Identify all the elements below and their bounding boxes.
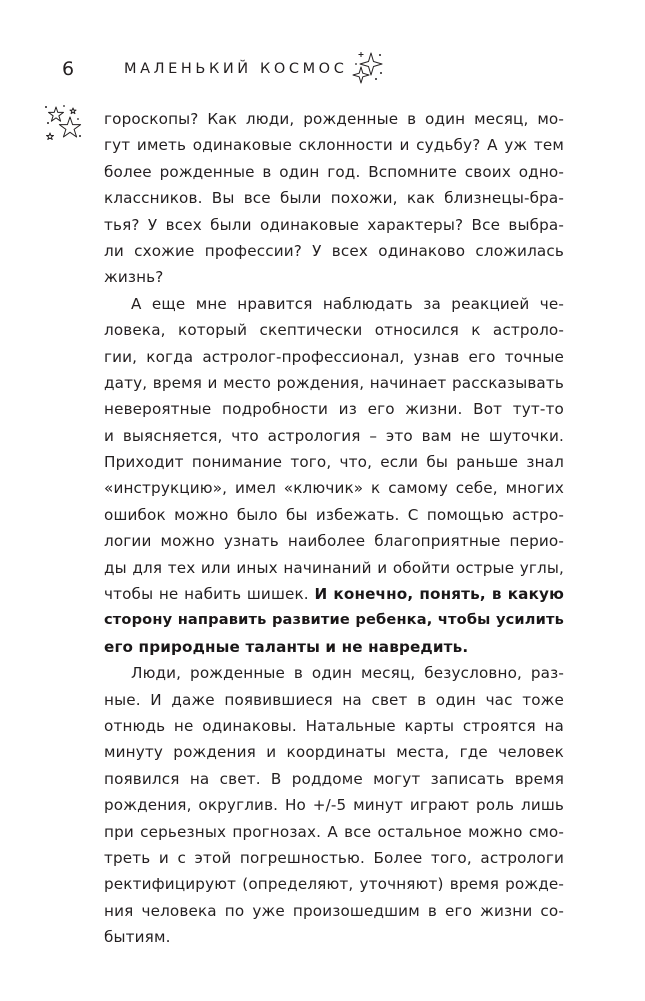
text-line: ловека, который скептически относился к астроло- xyxy=(104,321,564,340)
paragraph xyxy=(104,291,564,660)
text-line-mixed xyxy=(104,581,564,607)
running-title: МАЛЕНЬКИЙ КОСМОС xyxy=(124,61,348,77)
text-line: гут иметь одинаковые склонности и судьбу? А уж тем xyxy=(104,136,564,155)
text-line: А еще мне нравится наблюдать за реакцией че- xyxy=(131,294,564,313)
text-line: тья? У всех были одинаковые характеры? Все выбра- xyxy=(104,215,564,234)
text-line: отнюдь не одинаковы. Натальные карты строятся на xyxy=(104,716,564,735)
text-line: жизнь? xyxy=(104,268,164,287)
text-line: более рожденные в один год. Вспомните своих одно- xyxy=(104,162,564,181)
text-line: ректифицируют (определяют, уточняют) время рожде- xyxy=(104,875,564,894)
emphasis-line: его природные таланты и не навредить. xyxy=(104,637,469,656)
text-line: ные. И даже появившиеся на свет в один час тоже xyxy=(104,690,564,709)
paragraph xyxy=(104,660,564,950)
text-line: минуту рождения и координаты места, где человек xyxy=(104,743,564,762)
text-line: при серьезных прогнозах. А все остальное можно смо- xyxy=(104,822,564,841)
text-line: и выясняется, что астрология – это вам не шуточки. xyxy=(104,426,564,445)
text-line: невероятные подробности из его жизни. Вот тут-то xyxy=(104,400,564,419)
body-text xyxy=(104,106,564,951)
paragraph xyxy=(104,106,564,291)
regular-text: чтобы не набить шишек. xyxy=(104,585,315,604)
text-line: треть и с этой погрешностью. Более того, астрологи xyxy=(104,848,564,867)
text-line: ошибок можно было бы избежать. С помощью астро- xyxy=(104,505,564,524)
text-line: дату, время и место рождения, начинает рассказывать xyxy=(104,373,564,392)
text-line: появился на свет. В роддоме могут записать время xyxy=(104,769,564,788)
page-number: 6 xyxy=(62,58,75,80)
text-line: ния человека по уже произошедшим в его жизни со- xyxy=(104,901,564,920)
text-line: ли схожие профессии? У всех одинаково сложилась xyxy=(104,241,564,260)
text-line: Приходит понимание того, что, если бы раньше знал xyxy=(104,453,564,472)
text-line: Люди, рожденные в один месяц, безусловно, раз- xyxy=(131,664,564,683)
emphasis-text: И конечно, понять, в какую xyxy=(314,585,564,604)
emphasis-line: сторону направить развитие ребенка, чтобы усилить xyxy=(104,611,564,629)
text-line: логии можно узнать наиболее благоприятные перио- xyxy=(104,532,564,551)
text-line: «инструкцию», имел «ключик» к самому себе, многих xyxy=(104,479,564,498)
text-line: ды для тех или иных начинаний и обойти острые углы, xyxy=(104,558,564,577)
text-line: рождения, округлив. Но +/-5 минут играют роль лишь xyxy=(104,796,564,815)
text-line: классников. Вы все были похожи, как близнецы-бра- xyxy=(104,189,564,208)
text-line: гороскопы? Как люди, рожденные в один месяц, мо- xyxy=(104,110,564,128)
text-line: гии, когда астролог-профессионал, узнав его точные xyxy=(104,347,564,366)
text-line: бытиям. xyxy=(104,928,171,947)
sparkle-stars-icon xyxy=(347,50,389,90)
stars-cluster-icon xyxy=(40,99,86,143)
